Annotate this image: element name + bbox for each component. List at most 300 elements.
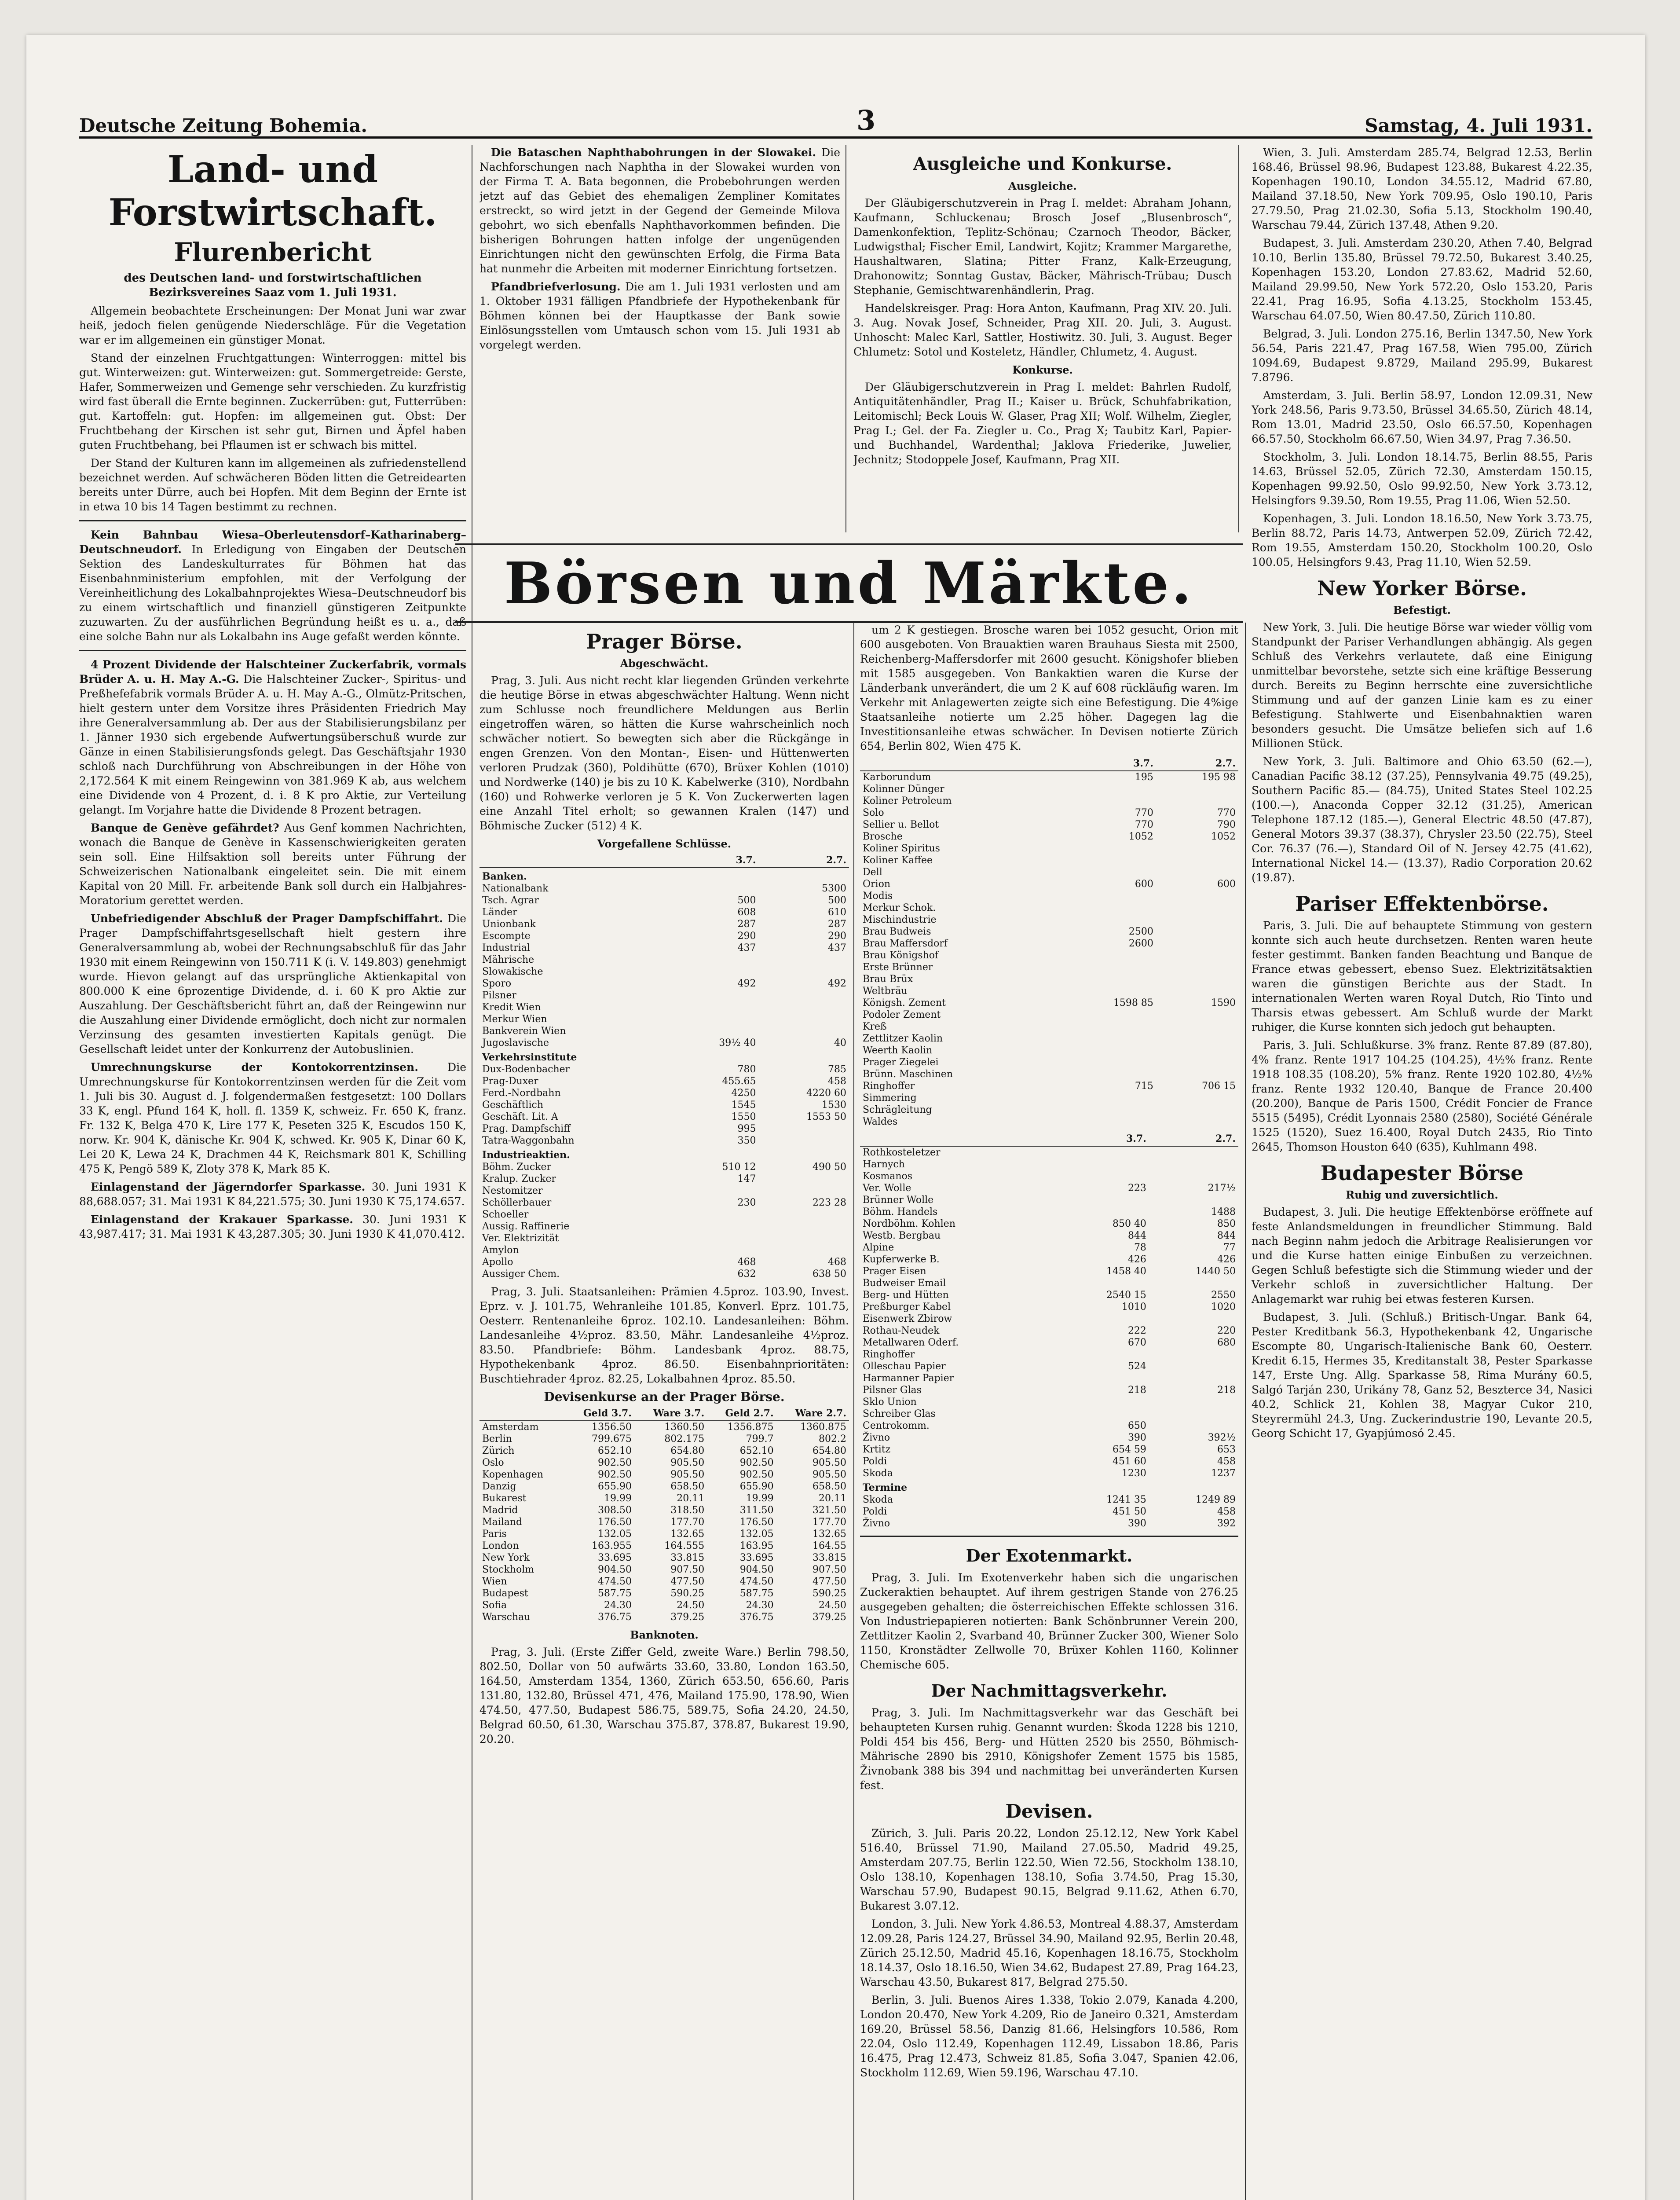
table-cell bbox=[1149, 1360, 1238, 1372]
table-cell: 217½ bbox=[1208, 1183, 1236, 1194]
table-cell bbox=[674, 883, 758, 895]
international-column bbox=[1252, 145, 1592, 2200]
table-cell: Warschau bbox=[482, 1612, 531, 1623]
table-cell: 1230 bbox=[1121, 1468, 1146, 1479]
table-cell: 379.25 bbox=[670, 1612, 705, 1623]
table-row bbox=[860, 1116, 1238, 1128]
table-row bbox=[479, 1099, 849, 1111]
article-text: Prag, 3. Juli. Im Nachmittagsverkehr war das Geschäft bei behaupteten Kursen ruhig. Genannt wurden: Škoda 1228 bis 1210, Poldi 454 bis 456, Berg- und Hütten 2520 bis 2550, Böhmisch-Mährische 2890 bis 2910, Königshofer Zement 1575 bis 1585, Živnobank 388 bis 394 und nachmittag bei unveränderten Kursen fest. bbox=[860, 1706, 1238, 1792]
column-header bbox=[479, 854, 674, 868]
table-cell: 799.675 bbox=[591, 1434, 632, 1445]
table-cell: 905.50 bbox=[813, 1469, 846, 1480]
table-cell: Podoler Zement bbox=[863, 1009, 941, 1020]
table-cell: 177.70 bbox=[670, 1517, 705, 1528]
table-cell: Waldes bbox=[863, 1116, 898, 1127]
table-cell: Rothkosteletzer bbox=[863, 1147, 941, 1158]
table-cell: Koliner Kaffee bbox=[863, 855, 933, 866]
table-cell: 524 bbox=[1127, 1361, 1146, 1372]
table-cell: 290 bbox=[828, 931, 846, 942]
table-cell: Alpine bbox=[863, 1242, 894, 1253]
table-cell: Skoda bbox=[863, 1494, 893, 1505]
table-cell: Nestomitzer bbox=[482, 1185, 543, 1196]
table-cell bbox=[1060, 1206, 1149, 1218]
article-text: Berlin, 3. Juli. Buenos Aires 1.338, Tokio 2.079, Kanada 4.200, London 20.470, New York 4.209, Rio de Janeiro 0.321, Amsterdam 169.20, Brüssel 58.56, Danzig 81.66, Helsingfors 10.586, Rom 22.04, Oslo 112.49, Kopenhagen 112.49, Lissabon 18.86, Paris 16.475, Prag 12.473, Schweiz 81.85, Sofia 3.047, Spanien 42.06, Stockholm 112.69, Wien 59.196, Warschau 47.10. bbox=[860, 1994, 1238, 2079]
table-row bbox=[479, 1135, 849, 1147]
table-cell: 902.50 bbox=[739, 1457, 774, 1468]
page-number: 3 bbox=[856, 104, 876, 136]
table-row bbox=[860, 831, 1238, 843]
table-cell: Prag-Duxer bbox=[482, 1076, 538, 1087]
article-title: Einlagenstand der Jägerndorfer Sparkasse. bbox=[91, 1181, 366, 1193]
table-cell: 195 bbox=[1135, 772, 1153, 783]
table-cell: 650 bbox=[1127, 1420, 1146, 1431]
table-cell: Prager Ziegelei bbox=[863, 1057, 939, 1068]
table-cell bbox=[1061, 795, 1156, 807]
table-cell: Schoeller bbox=[482, 1209, 529, 1220]
table-row bbox=[479, 1197, 849, 1209]
table-row bbox=[860, 1092, 1238, 1104]
table-cell: Zettlitzer Kaolin bbox=[863, 1033, 943, 1044]
insolvency-column bbox=[853, 145, 1232, 532]
table-row bbox=[860, 1194, 1238, 1206]
table-cell: 290 bbox=[737, 931, 756, 942]
table-cell: 652.10 bbox=[597, 1445, 632, 1456]
table-cell: 653 bbox=[1217, 1444, 1236, 1455]
table-cell: Ver. Elektrizität bbox=[482, 1233, 559, 1244]
table-cell bbox=[1061, 1056, 1156, 1068]
table-row bbox=[479, 1185, 849, 1197]
table-cell: 600 bbox=[1135, 879, 1153, 890]
table-cell bbox=[759, 1244, 849, 1256]
table-cell: 376.75 bbox=[739, 1612, 774, 1623]
table-row bbox=[860, 1230, 1238, 1242]
table-cell bbox=[1149, 1349, 1238, 1360]
table-cell: 5300 bbox=[822, 883, 846, 894]
table-cell: 770 bbox=[1135, 807, 1153, 818]
table-row bbox=[860, 1146, 1238, 1159]
subheading: Ausgleiche. bbox=[1008, 180, 1077, 192]
article-title: Die Bataschen Naphthabohrungen in der Slowakei. bbox=[491, 146, 816, 159]
table-cell: 1488 bbox=[1211, 1206, 1236, 1217]
table-cell: 437 bbox=[828, 942, 846, 953]
table-cell: Koliner Petroleum bbox=[863, 796, 952, 807]
table-cell: 392½ bbox=[1208, 1432, 1236, 1443]
table-cell: 24.30 bbox=[746, 1600, 774, 1611]
table-row bbox=[860, 1467, 1238, 1479]
table-cell: 670 bbox=[1127, 1337, 1146, 1348]
article-text: um 2 K gestiegen. Brosche waren bei 1052 gesucht, Orion mit 600 ausgeboten. Von Brauaktien waren Brauhaus Siesta mit 2500, Reichenberg-Maffersdorfer mit 2600 gesucht. Königshofer blieben mit 1585 ausgegeben. Von Bankaktien waren die Kurse der Länderbank unverändert, die um 2 K auf 608 rückläufig waren. Im Verkehr mit Anlagewerten zeigte sich eine Befestigung. Die 4%ige Staatsanleihe notierte um 2.25 höher. Dagegen lag die Investitionsanleihe etwas schwächer. In Devisen notierte Zürich 654, Berlin 802, Wien 475 K. bbox=[860, 623, 1238, 752]
table-cell bbox=[1061, 1104, 1156, 1116]
table-cell: Bankverein Wien bbox=[482, 1026, 566, 1037]
table-cell: 222 bbox=[1127, 1325, 1146, 1336]
table-group-row bbox=[860, 1479, 1238, 1494]
table-cell: Prager Eisen bbox=[863, 1266, 926, 1277]
table-group-label: Industrieaktien. bbox=[482, 1149, 570, 1161]
table-cell: Sklo Union bbox=[863, 1397, 917, 1408]
table-row bbox=[479, 978, 849, 990]
table-cell: Centrokomm. bbox=[863, 1420, 930, 1431]
table-row bbox=[860, 1045, 1238, 1056]
section-heading-paris: Pariser Effektenbörse. bbox=[1295, 892, 1549, 916]
table-cell bbox=[674, 954, 758, 966]
table-row bbox=[479, 1209, 849, 1221]
table-cell: 658.50 bbox=[813, 1481, 846, 1492]
issue-date: Samstag, 4. Juli 1931. bbox=[1365, 115, 1592, 136]
table-row bbox=[479, 930, 849, 942]
table-row bbox=[860, 1242, 1238, 1254]
table-row bbox=[860, 1456, 1238, 1467]
table-cell: 904.50 bbox=[597, 1564, 632, 1575]
article-text: Die Prager Dampfschiffahrtsgesellschaft hielt gestern ihre Generalversammlung ab, wobei der Rechnungsabschluß für das Jahr 1930 mit einem Reingewinn von 150.711 K (i. V. 149.803) genehmigt wurde. Hievon gelangt auf das ursprüngliche Aktienkapital von 800.000 K eine 6prozentige Dividende, d. i. 60 K pro Aktie zur Auszahlung. Der Geschäftsbericht führt an, daß der Reingewinn nur die Auszahlung einer Dividende ermöglicht, doch nicht zur normalen Verzinsung des gesamten investierten Kapitals genügt. Die Gesellschaft leidet unter der Konkurrenz der Autobuslinien. bbox=[79, 912, 466, 1056]
column-rule bbox=[845, 145, 846, 532]
table-cell: 907.50 bbox=[813, 1564, 846, 1575]
table-cell: 904.50 bbox=[739, 1564, 774, 1575]
markets-banner: Börsen und Märkte. bbox=[455, 543, 1243, 623]
table-cell: Kopenhagen bbox=[482, 1469, 543, 1480]
table-cell: London bbox=[482, 1540, 519, 1551]
table-cell: Westb. Bergbau bbox=[863, 1230, 941, 1241]
table-cell: 468 bbox=[737, 1257, 756, 1268]
article-title: Kein Bahnbau Wiesa–Oberleutensdorf–Katharinaberg–Deutschneudorf. bbox=[79, 528, 466, 556]
table-cell: 20.11 bbox=[677, 1493, 705, 1504]
table-cell: 780 bbox=[737, 1064, 756, 1075]
table-cell bbox=[674, 1185, 758, 1197]
table-row bbox=[860, 997, 1238, 1009]
subheading: Ruhig und zuversichtlich. bbox=[1346, 1188, 1498, 1201]
table-cell: Brau Königshof bbox=[863, 950, 939, 961]
table-cell: 321.50 bbox=[813, 1505, 846, 1516]
table-row bbox=[479, 1221, 849, 1232]
table-cell bbox=[1060, 1170, 1149, 1182]
table-cell: Unionbank bbox=[482, 919, 536, 930]
article-text: Paris, 3. Juli. Schlußkurse. 3% franz. Rente 87.89 (87.80), 4% franz. Rente 1917 104.25 (104.25), 4½% franz. Rente 1918 108.35 (108.20), 5% franz. Rente 1920 102.80, 4½% franz. Rente 1932 120.40, Banque de France 20.400 (20.200), Banque de Paris 1500, Crédit Foncier de France 5515 (5495), Crédit Lyonnais 2580 (2580), Société Générale 1525 (1520), Suez 16.400, Royal Dutch 2435, Rio Tinto 2645, Thomson Houston 640 (635), Kuhlmann 498. bbox=[1252, 1039, 1592, 1153]
table-cell: 907.50 bbox=[670, 1564, 705, 1575]
table-cell: Pilsner bbox=[482, 990, 516, 1001]
table-group-label: Verkehrsinstitute bbox=[482, 1052, 577, 1063]
table-cell bbox=[1156, 961, 1238, 973]
section-heading-agriculture: Land- und Forstwirtschaft. bbox=[108, 147, 437, 234]
table-cell bbox=[1060, 1313, 1149, 1325]
table-cell: 164.55 bbox=[813, 1540, 846, 1551]
table-cell: 1590 bbox=[1211, 997, 1236, 1008]
column-rule bbox=[1245, 623, 1246, 2200]
article-text: Kopenhagen, 3. Juli. London 18.16.50, New York 3.73.75, Berlin 88.72, Paris 14.73, Antwerpen 52.09, Zürich 72.42, Rom 19.55, Amsterdam 150.20, Stockholm 100.20, Oslo 100.05, Helsingfors 9.43, Prag 11.10, Wien 52.59. bbox=[1252, 512, 1592, 568]
table-row bbox=[860, 866, 1238, 878]
table-cell: 451 50 bbox=[1112, 1506, 1146, 1517]
table-cell bbox=[1060, 1372, 1149, 1384]
table-cell: Ringhoffer bbox=[863, 1349, 915, 1360]
table-cell: Aussiger Chem. bbox=[482, 1269, 560, 1280]
table-cell bbox=[1061, 950, 1156, 961]
table-cell bbox=[1061, 1045, 1156, 1056]
table-cell: 802.175 bbox=[664, 1434, 705, 1445]
table-row bbox=[479, 1492, 849, 1504]
subheading: Konkurse. bbox=[1012, 363, 1073, 376]
table-row bbox=[479, 1552, 849, 1564]
table-cell: 2500 bbox=[1128, 926, 1153, 937]
table-cell: 390 bbox=[1127, 1518, 1146, 1529]
table-cell bbox=[759, 1221, 849, 1232]
table-row bbox=[479, 1087, 849, 1099]
table-cell: 287 bbox=[737, 919, 756, 930]
table-cell: 468 bbox=[828, 1257, 846, 1268]
table-cell bbox=[1060, 1146, 1149, 1159]
closings-table-3 bbox=[860, 1132, 1238, 1529]
table-cell: Simmering bbox=[863, 1093, 917, 1104]
table-cell: 1052 bbox=[1128, 831, 1153, 842]
table-row bbox=[479, 1611, 849, 1623]
table-cell: 600 bbox=[1217, 879, 1236, 890]
article-text: Aus Genf kommen Nachrichten, wonach die Banque de Genève in Kassenschwierigkeiten geraten sein soll. Eine Hilfsaktion soll bereits unter Führung der Schweizerischen Nationalbank eingeleitet sein. Die mit einem Kapital von 20 Mill. Fr. arbeitende Bank soll durch ein Halbjahres-Moratorium gerettet werden. bbox=[79, 821, 466, 907]
table-row bbox=[479, 1445, 849, 1457]
table-cell: 426 bbox=[1217, 1254, 1236, 1265]
section-heading-devisen: Devisen. bbox=[1005, 1800, 1093, 1822]
table-cell: 905.50 bbox=[670, 1469, 705, 1480]
table-row bbox=[479, 1433, 849, 1445]
article-text: 30. Juni 1931 K 88,688.057; 31. Mai 1931 K 84,221.575; 30. Juni 1930 K 75,174.657. bbox=[79, 1181, 466, 1208]
table-cell: 33.815 bbox=[670, 1552, 705, 1563]
table-cell: 1356.875 bbox=[727, 1422, 774, 1433]
table-row bbox=[860, 1432, 1238, 1444]
table-cell bbox=[1156, 1033, 1238, 1045]
table-row bbox=[479, 1232, 849, 1244]
report-paragraph: Allgemein beobachtete Erscheinungen: Der Monat Juni war zwar heiß, jedoch fielen genügende Niederschläge. Für die Vegetation war er im allgemeinen ein günstiger Monat. bbox=[79, 304, 466, 346]
table-row bbox=[479, 1540, 849, 1552]
table-cell: Sellier u. Bellot bbox=[863, 819, 939, 830]
section-heading-newyork: New Yorker Börse. bbox=[1317, 576, 1527, 600]
table-row bbox=[860, 890, 1238, 902]
table-cell: 176.50 bbox=[739, 1517, 774, 1528]
table-cell bbox=[1156, 902, 1238, 914]
table-cell: Tsch. Agrar bbox=[482, 895, 539, 906]
table-cell: Orion bbox=[863, 879, 891, 890]
column-header bbox=[479, 1407, 565, 1421]
table-row bbox=[860, 1494, 1238, 1506]
currency-rates-table bbox=[479, 1407, 849, 1623]
table-cell bbox=[1060, 1396, 1149, 1408]
table-row bbox=[860, 807, 1238, 819]
article-text: New York, 3. Juli. Die heutige Börse war wieder völlig vom Standpunkt der Pariser Verhandlungen abhängig. Als gegen Schluß des Verkehrs verlautete, daß eine Einigung unmittelbar bevorstehe, setzte sich eine kräftige Besserung durch. Bereits zu Beginn herrschte eine zuversichtliche Stimmung und auf der ganzen Linie kam es zu einer Befestigung. Stahlwerte und Eisenbahnaktien waren besonders gesucht. Die Umsätze beliefen sich auf 1.6 Millionen Stück. bbox=[1252, 621, 1592, 750]
table-cell bbox=[1156, 1116, 1238, 1128]
table-cell: 1360.50 bbox=[664, 1422, 705, 1433]
table-cell bbox=[1061, 1009, 1156, 1021]
table-cell bbox=[759, 1185, 849, 1197]
table-row bbox=[479, 918, 849, 930]
divider bbox=[860, 1536, 1238, 1537]
table-cell: 39½ 40 bbox=[719, 1038, 756, 1049]
table-cell bbox=[759, 1025, 849, 1037]
table-cell: 308.50 bbox=[597, 1505, 632, 1516]
table-cell: Stockholm bbox=[482, 1564, 534, 1575]
table-cell: 218 bbox=[1217, 1385, 1236, 1396]
table-cell bbox=[1061, 1033, 1156, 1045]
table-cell bbox=[1149, 1170, 1238, 1182]
report-lead: des Deutschen land- und forstwirtschaftlichen Bezirksvereines Saaz vom 1. Juli 1931. bbox=[124, 271, 422, 299]
table-cell: Budweiser Email bbox=[863, 1278, 946, 1289]
table-cell bbox=[1156, 866, 1238, 878]
table-cell: Merkur Wien bbox=[482, 1014, 547, 1025]
table-cell: Escompte bbox=[482, 931, 531, 942]
article-text: Stockholm, 3. Juli. London 18.14.75, Berlin 88.55, Paris 14.63, Brüssel 52.05, Zürich 72.30, Amsterdam 150.15, Kopenhagen 99.92.50, Oslo 99.92.50, New York 3.73.12, Helsingfors 9.39.50, Rom 19.55, Prag 11.06, Wien 52.50. bbox=[1252, 451, 1592, 507]
article-text: London, 3. Juli. New York 4.86.53, Montreal 4.88.37, Amsterdam 12.09.28, Paris 124.27, Brüssel 34.90, Mailand 92.95, Berlin 20.48, Zürich 25.12.50, Madrid 45.16, Kopenhagen 18.16.75, Stockholm 18.14.37, Oslo 18.16.50, Wien 34.62, Budapest 27.89, Prag 164.23, Warschau 43.50, Bukarest 817, Belgrad 275.50. bbox=[860, 1918, 1238, 1988]
article-text: Handelskreisger. Prag: Hora Anton, Kaufmann, Prag XIV. 20. Juli. 3. Aug. Novak Josef, Schneider, Prag XII. 20. Juli, 3. August. Unhoscht: Malec Karl, Sattler, Hostiwitz. 30. Juli, 3. August. Beger Chlumetz: Sotol und Kosteletz, Händler, Chlumetz, 4. August. bbox=[853, 302, 1232, 358]
report-paragraph: Der Stand der Kulturen kann im allgemeinen als zufriedenstellend bezeichnet werden. Auf schwächeren Böden litten die Getreidearten bereits unter Dürre, auch bei Hopfen. Mit dem Beginn der Ernte ist in etwa 10 bis 14 Tagen bestimmt zu rechnen. bbox=[79, 457, 466, 513]
table-cell bbox=[674, 1244, 758, 1256]
table-cell: 163.955 bbox=[591, 1540, 632, 1551]
table-cell bbox=[1061, 1116, 1156, 1128]
table-cell: 905.50 bbox=[670, 1457, 705, 1468]
newspaper-name: Deutsche Zeitung Bohemia. bbox=[79, 115, 367, 136]
table-cell: Ringhoffer bbox=[863, 1081, 915, 1092]
table-cell: Länder bbox=[482, 907, 517, 918]
table-row bbox=[479, 1001, 849, 1013]
table-cell: Metallwaren Oderf. bbox=[863, 1337, 959, 1348]
table-group-label: Termine bbox=[863, 1482, 908, 1493]
closings-table bbox=[479, 854, 849, 1280]
table-cell: 652.10 bbox=[739, 1445, 774, 1456]
table-cell: Poldi bbox=[863, 1506, 887, 1517]
table-cell: Rothau-Neudek bbox=[863, 1325, 940, 1336]
table-row bbox=[860, 1170, 1238, 1182]
table-row bbox=[860, 1265, 1238, 1277]
table-group-row bbox=[479, 1049, 849, 1063]
table-cell: 770 bbox=[1217, 807, 1236, 818]
table-cell: 492 bbox=[828, 978, 846, 989]
article-title: Einlagenstand der Krakauer Sparkasse. bbox=[91, 1213, 353, 1226]
table-cell bbox=[1061, 973, 1156, 985]
table-cell: Weerth Kaolin bbox=[863, 1045, 933, 1056]
table-row bbox=[860, 1080, 1238, 1092]
table-cell bbox=[1061, 902, 1156, 914]
table-cell: Solo bbox=[863, 807, 884, 818]
table-row bbox=[479, 1516, 849, 1528]
table-cell: 318.50 bbox=[670, 1505, 705, 1516]
table-cell: Geschäft. Lit. A bbox=[482, 1111, 558, 1122]
table-cell: 33.815 bbox=[813, 1552, 846, 1563]
table-cell: Böhm. Handels bbox=[863, 1206, 938, 1217]
table-cell: Paris bbox=[482, 1529, 507, 1540]
table-cell: 376.75 bbox=[597, 1612, 632, 1623]
table-group-row bbox=[479, 868, 849, 883]
table-row bbox=[479, 1599, 849, 1611]
table-row bbox=[860, 843, 1238, 854]
report-title: Flurenbericht bbox=[174, 237, 372, 267]
table-cell: 218 bbox=[1127, 1385, 1146, 1396]
table-row bbox=[479, 1173, 849, 1185]
table-cell: Tatra-Waggonbahn bbox=[482, 1135, 575, 1146]
table-row bbox=[860, 878, 1238, 890]
table-cell: 587.75 bbox=[597, 1588, 632, 1599]
table-cell bbox=[1156, 985, 1238, 997]
table-cell: 1249 89 bbox=[1196, 1494, 1236, 1505]
table-cell bbox=[1149, 1420, 1238, 1432]
table-cell: 20.11 bbox=[819, 1493, 846, 1504]
table-cell: 477.50 bbox=[670, 1576, 705, 1587]
table-title: Devisenkurse an der Prager Börse. bbox=[544, 1390, 785, 1404]
table-row bbox=[479, 1504, 849, 1516]
table-cell: 33.695 bbox=[597, 1552, 632, 1563]
article-text: Prag, 3. Juli. Staatsanleihen: Prämien 4.5proz. 103.90, Invest. Eprz. v. J. 101.75, Wehranleihe 101.85, Konverl. Eprz. 101.75, Oesterr. Rentenanleihe 6proz. 102.10. Landesanleihen: Böhm. Landesanleihe 4½proz. 83.50, Mähr. Landesanleihe 4½proz. 83.50. Pfandbriefe: Böhm. Landesbank 4proz. 88.75, Hypothekenbank 4proz. 86.50. Eisenbahnprioritäten: Buschtiehrader 4proz. 82.25, Lokalbahnen 4proz. 85.50. bbox=[479, 1285, 849, 1385]
article-text: Belgrad, 3. Juli. London 275.16, Berlin 1347.50, New York 56.54, Paris 221.47, Prag 167.58, Wien 795.00, Zürich 1094.69, Budapest 9.8729, Mailand 295.99, Bukarest 7.8796. bbox=[1252, 327, 1592, 384]
table-cell: Schrägleitung bbox=[863, 1104, 932, 1115]
table-cell: 1356.50 bbox=[591, 1422, 632, 1433]
article-text: Prag, 3. Juli. Aus nicht recht klar liegenden Gründen verkehrte die heutige Börse in etwas abgeschwächter Haltung. Wenn nicht zum Schlusse noch freundlichere Meldungen aus Berlin eingetroffen wären, so hätten die Kurse wahrscheinlich noch schwächer notiert. So bewegten sich aber die Rückgänge in engen Grenzen. Von den Montan-, Eisen- und Hüttenwerten verloren Prudzak (360), Poldihütte (670), Brüxer Kohlen (1010) und Nordwerke (140) je bis zu 10 K. Kabelwerke (310), Nordbahn (160) und Rohwerke verloren je 5 K. Von Zuckerwerten lagen eine Anzahl Titel erholt; so gewannen Kralen (147) und Böhmische Zucker (512) 4 K. bbox=[479, 674, 849, 832]
table-cell: 19.99 bbox=[604, 1493, 632, 1504]
table-cell: Skoda bbox=[863, 1468, 893, 1479]
table-cell: Mailand bbox=[482, 1517, 523, 1528]
table-cell: Wien bbox=[482, 1576, 507, 1587]
table-cell: Koliner Spiritus bbox=[863, 843, 940, 854]
table-cell: 33.695 bbox=[739, 1552, 774, 1563]
table-group-row bbox=[479, 1147, 849, 1161]
article-text: 30. Juni 1931 K 43,987.417; 31. Mai 1931 K 43,287.305; 30. Juni 1930 K 41,070.412. bbox=[79, 1213, 466, 1240]
column-header: 2.7. bbox=[1156, 757, 1238, 771]
table-cell bbox=[1149, 1372, 1238, 1384]
table-row bbox=[860, 1254, 1238, 1265]
table-cell: 24.50 bbox=[677, 1600, 705, 1611]
table-cell: Sofia bbox=[482, 1600, 507, 1611]
table-cell: 230 bbox=[737, 1197, 756, 1208]
table-row bbox=[860, 1325, 1238, 1337]
table-cell: 223 28 bbox=[813, 1197, 846, 1208]
table-cell: 492 bbox=[737, 978, 756, 989]
table-cell: 654.80 bbox=[813, 1445, 846, 1456]
column-rule bbox=[853, 623, 854, 2200]
table-row bbox=[860, 950, 1238, 961]
table-cell: Ver. Wolle bbox=[863, 1183, 911, 1194]
table-cell bbox=[759, 1232, 849, 1244]
table-cell: Brünner Wolle bbox=[863, 1195, 934, 1206]
table-row bbox=[860, 771, 1238, 783]
table-row bbox=[860, 1420, 1238, 1432]
table-cell: 223 bbox=[1127, 1183, 1146, 1194]
table-row bbox=[860, 1277, 1238, 1289]
table-cell: 1440 50 bbox=[1196, 1266, 1236, 1277]
table-cell: Aussig. Raffinerie bbox=[482, 1221, 570, 1232]
table-cell: 78 bbox=[1134, 1242, 1146, 1253]
table-cell: 24.30 bbox=[604, 1600, 632, 1611]
table-cell: 706 15 bbox=[1202, 1081, 1236, 1092]
article-title: Umrechnungskurse der Kontokorrentzinsen. bbox=[91, 1061, 418, 1074]
table-cell bbox=[674, 1209, 758, 1221]
table-cell: 474.50 bbox=[739, 1576, 774, 1587]
table-cell bbox=[1156, 938, 1238, 950]
subheading: Banknoten. bbox=[630, 1628, 699, 1641]
table-row bbox=[479, 1075, 849, 1087]
table-cell: 458 bbox=[1217, 1456, 1236, 1467]
table-cell bbox=[674, 1025, 758, 1037]
table-row bbox=[860, 1444, 1238, 1456]
table-cell: Amsterdam bbox=[482, 1422, 539, 1433]
table-cell: Preßburger Kabel bbox=[863, 1302, 951, 1313]
column-header: 3.7. bbox=[674, 854, 758, 868]
table-cell: 477.50 bbox=[813, 1576, 846, 1587]
table-cell bbox=[1149, 1277, 1238, 1289]
column-header: 2.7. bbox=[759, 854, 849, 868]
table-cell: 1020 bbox=[1211, 1302, 1236, 1313]
column-header: Geld 3.7. bbox=[565, 1407, 634, 1421]
table-cell bbox=[759, 1173, 849, 1185]
column-header: 3.7. bbox=[1060, 1132, 1149, 1146]
table-cell: Dux-Bodenbacher bbox=[482, 1064, 570, 1075]
table-cell bbox=[1156, 973, 1238, 985]
table-cell bbox=[1156, 926, 1238, 938]
table-row bbox=[860, 795, 1238, 807]
table-row bbox=[479, 895, 849, 906]
naphtha-continuation bbox=[479, 414, 840, 537]
table-cell: Kosmanos bbox=[863, 1171, 913, 1182]
table-cell: Brau Brüx bbox=[863, 974, 913, 985]
